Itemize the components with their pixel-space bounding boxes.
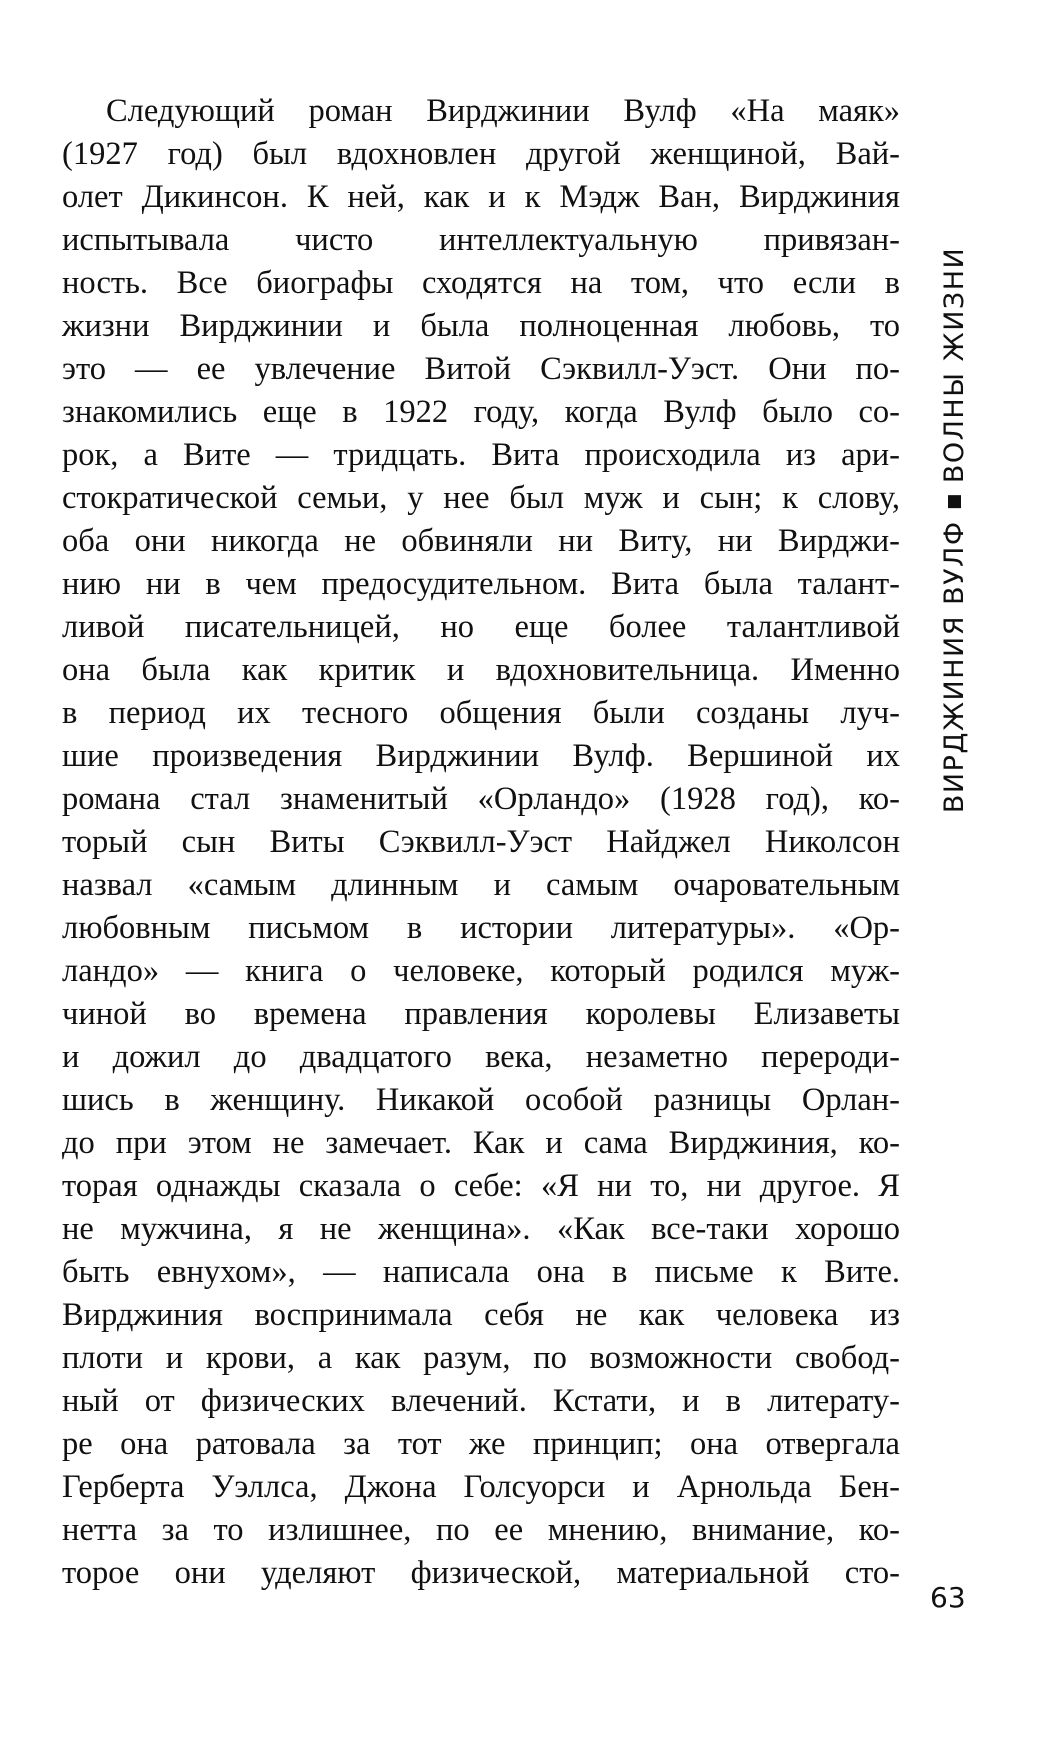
text-line: жизни Вирджинии и была полноценная любовь, то <box>62 308 900 344</box>
text-line: ность. Все биографы сходятся на том, что если в <box>62 265 900 301</box>
text-line: торое они уделяют физической, материальной сто- <box>62 1555 900 1591</box>
running-head-title: ВОЛНЫ ЖИЗНИ <box>938 246 970 484</box>
text-line: нетта за то излишнее, по ее мнению, внимание, ко- <box>62 1512 900 1548</box>
running-head-author: ВИРДЖИНИЯ ВУЛФ <box>938 520 970 814</box>
text-line: и дожил до двадцатого века, незаметно перероди- <box>62 1039 900 1075</box>
text-line: плоти и крови, а как разум, по возможности свобод- <box>62 1340 900 1376</box>
text-line: ный от физических влечений. Кстати, и в литерату- <box>62 1383 900 1419</box>
text-line: назвал «самым длинным и самым очаровательным <box>62 867 900 903</box>
text-line: она была как критик и вдохновительница. Именно <box>62 652 900 688</box>
body-text <box>62 90 900 1595</box>
text-line: (1927 год) был вдохновлен другой женщиной, Вай- <box>62 136 900 172</box>
running-head <box>928 220 980 840</box>
text-line: Вирджиния воспринимала себя не как человека из <box>62 1297 900 1333</box>
running-head-text <box>939 247 970 813</box>
text-line: Герберта Уэллса, Джона Голсуорси и Арнольда Бен- <box>62 1469 900 1505</box>
text-line: знакомились еще в 1922 году, когда Вулф было со- <box>62 394 900 430</box>
text-line: в период их тесного общения были созданы луч- <box>62 695 900 731</box>
text-line: это — ее увлечение Витой Сэквилл-Уэст. Они по- <box>62 351 900 387</box>
text-line: нию ни в чем предосудительном. Вита была талант- <box>62 566 900 602</box>
text-line: шие произведения Вирджинии Вулф. Вершиной их <box>62 738 900 774</box>
text-line: олет Дикинсон. К ней, как и к Мэдж Ван, Вирджиния <box>62 179 900 215</box>
text-line: стократической семьи, у нее был муж и сын; к слову, <box>62 480 900 516</box>
text-line: романа стал знаменитый «Орландо» (1928 год), ко- <box>62 781 900 817</box>
page-number: 63 <box>930 1581 966 1614</box>
text-line: ре она ратовала за тот же принцип; она отвергала <box>62 1426 900 1462</box>
text-line: Следующий роман Вирджинии Вулф «На маяк» <box>106 93 900 129</box>
text-line: не мужчина, я не женщина». «Как все-таки хорошо <box>62 1211 900 1247</box>
text-line: быть евнухом», — написала она в письме к Вите. <box>62 1254 900 1290</box>
text-line: до при этом не замечает. Как и сама Вирджиния, ко- <box>62 1125 900 1161</box>
text-line: испытывала чисто интеллектуальную привязан- <box>62 222 900 258</box>
text-line: торый сын Виты Сэквилл-Уэст Найджел Николсон <box>62 824 900 860</box>
text-line: рок, а Вите — тридцать. Вита происходила из ари- <box>62 437 900 473</box>
text-line: чиной во времена правления королевы Елизаветы <box>62 996 900 1032</box>
square-separator-icon <box>948 495 961 508</box>
text-line: шись в женщину. Никакой особой разницы Орлан- <box>62 1082 900 1118</box>
text-line: оба они никогда не обвиняли ни Виту, ни Вирджи- <box>62 523 900 559</box>
text-line: ландо» — книга о человеке, который родился муж- <box>62 953 900 989</box>
text-line: торая однажды сказала о себе: «Я ни то, ни другое. Я <box>62 1168 900 1204</box>
text-line: ливой писательницей, но еще более талантливой <box>62 609 900 645</box>
text-line: любовным письмом в истории литературы». «Ор- <box>62 910 900 946</box>
